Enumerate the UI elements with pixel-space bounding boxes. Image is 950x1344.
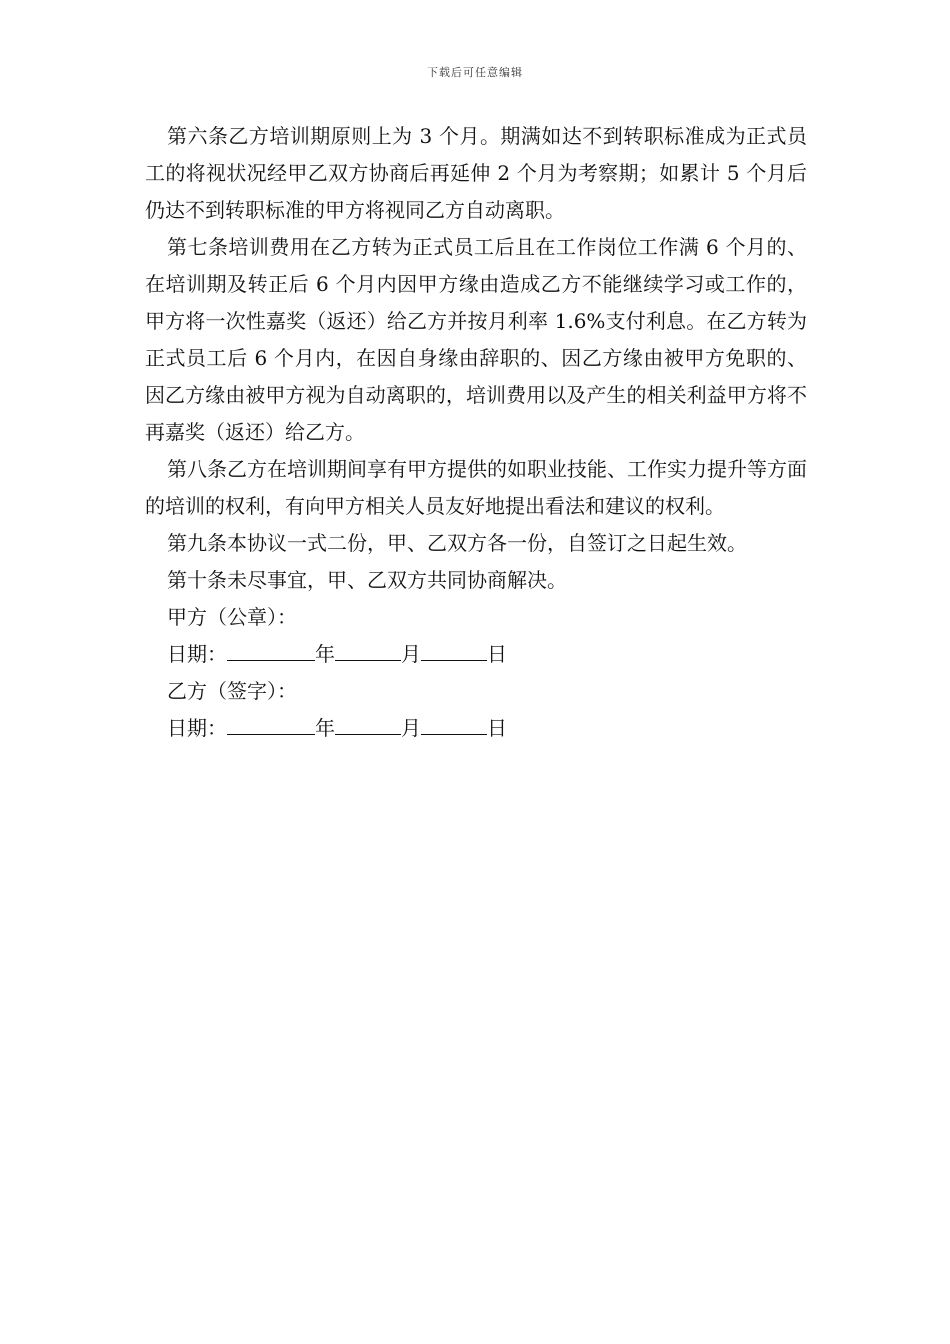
party-b-label: 乙方（签字）： (167, 679, 297, 703)
year-blank (227, 712, 315, 735)
article-9: 第九条本协议一式二份，甲、乙双方各一份，自签订之日起生效。 (167, 531, 747, 555)
month-label: 月 (401, 642, 421, 666)
day-label: 日 (487, 642, 507, 666)
article-7: 第七条培训费用在乙方转为正式员工后且在工作岗位工作满 6 个月的、在培训期及转正后 6 个月内因甲方缘由造成乙方不能继续学习或工作的，甲方将一次性嘉奖（返还）给乙方并按月利率 1.6%支付利息。在乙方转为正式员工后 6 个月内，在因自身缘由辞职的、因乙方缘由被甲方免职的、因乙方缘由被甲方视为自动离职的，培训费用以及产生的相关利益甲方将不再嘉奖（返还）给乙方。 (145, 235, 807, 444)
month-blank (335, 712, 401, 735)
year-blank (227, 638, 315, 661)
article-6: 第六条乙方培训期原则上为 3 个月。期满如达不到转职标准成为正式员工的将视状况经甲乙双方协商后再延伸 2 个月为考察期；如累计 5 个月后仍达不到转职标准的甲方将视同乙方自动离职。 (145, 124, 807, 222)
document-body (145, 118, 807, 747)
year-label: 年 (315, 642, 335, 666)
day-blank (421, 712, 487, 735)
date-label: 日期： (167, 716, 227, 740)
article-8: 第八条乙方在培训期间享有甲方提供的如职业技能、工作实力提升等方面的培训的权利，有向甲方相关人员友好地提出看法和建议的权利。 (145, 457, 807, 518)
month-label: 月 (401, 716, 421, 740)
day-blank (421, 638, 487, 661)
month-blank (335, 638, 401, 661)
article-10: 第十条未尽事宜，甲、乙双方共同协商解决。 (167, 568, 567, 592)
party-b-date-line (145, 710, 807, 747)
page-header: 下载后可任意编辑 (427, 66, 523, 79)
day-label: 日 (487, 716, 507, 740)
party-a-label: 甲方（公章）： (167, 605, 297, 629)
date-label: 日期： (167, 642, 227, 666)
party-a-date-line (145, 636, 807, 673)
year-label: 年 (315, 716, 335, 740)
